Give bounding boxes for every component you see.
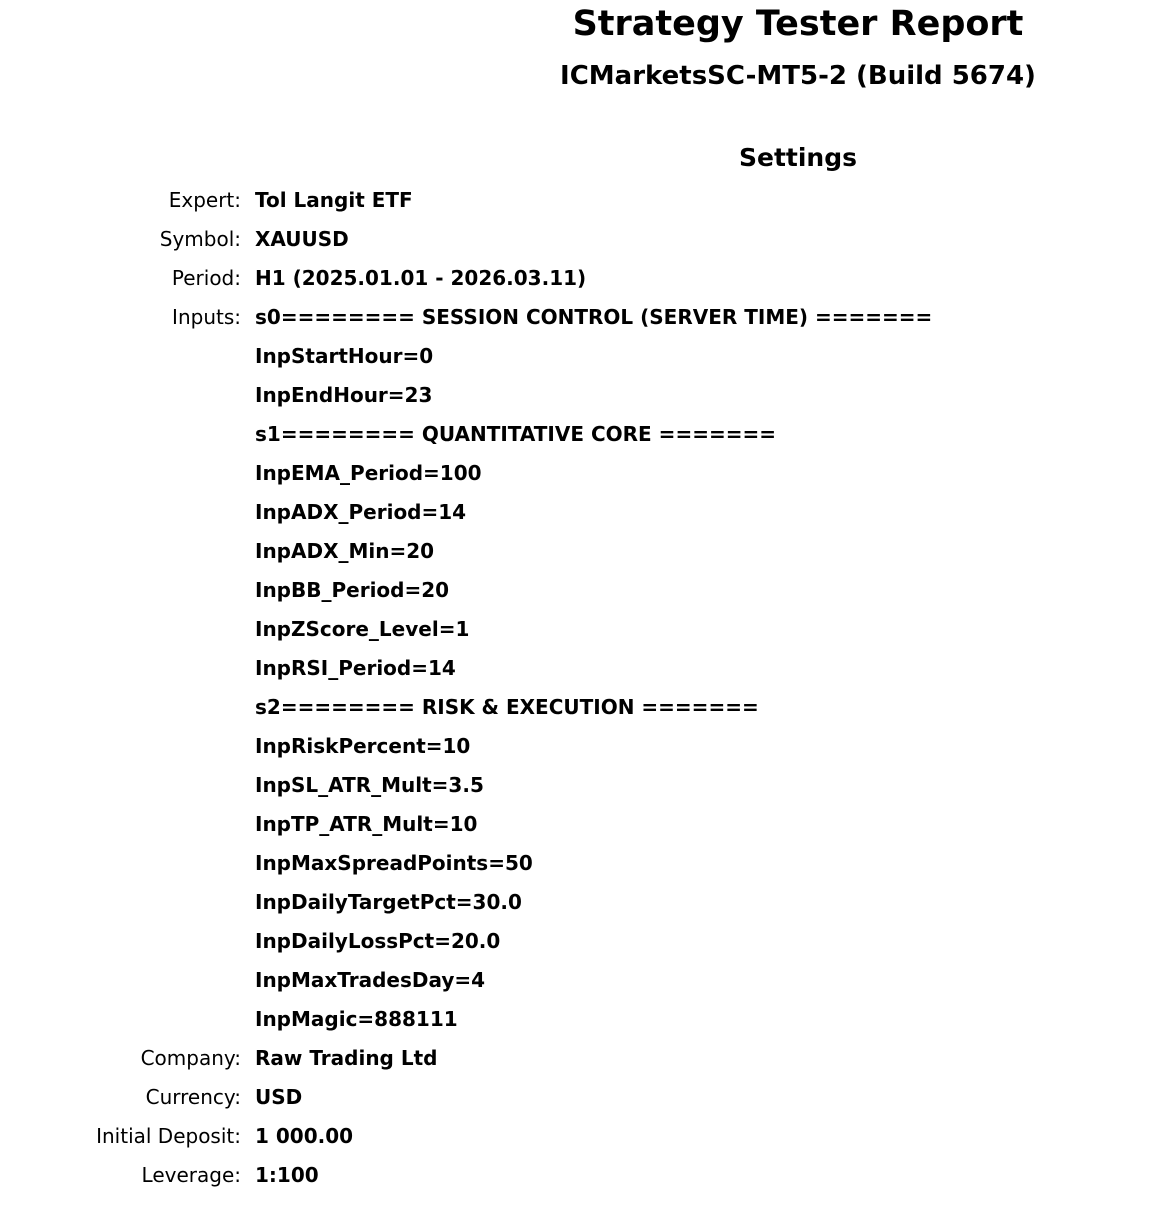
settings-table [0,181,1162,1195]
symbol-value: XAUUSD [255,227,349,251]
input-row [0,610,1162,649]
initial-deposit-label: Initial Deposit: [96,1124,241,1148]
expert-value: Tol Langit ETF [255,188,413,212]
input-value: s1======== QUANTITATIVE CORE ======= [255,422,776,446]
company-label: Company: [140,1046,241,1070]
input-row [0,649,1162,688]
input-row [0,922,1162,961]
input-row [0,337,1162,376]
leverage-value: 1:100 [255,1163,319,1187]
input-row [0,766,1162,805]
input-value: s2======== RISK & EXECUTION ======= [255,695,759,719]
currency-value: USD [255,1085,303,1109]
input-value: InpBB_Period=20 [255,578,450,602]
input-value: InpADX_Min=20 [255,539,435,563]
input-row [0,883,1162,922]
company-value: Raw Trading Ltd [255,1046,438,1070]
server-build: ICMarketsSC-MT5-2 (Build 5674) [560,61,1036,91]
input-row [0,532,1162,571]
setting-row-expert [0,181,1162,220]
input-row [0,415,1162,454]
input-value: s0======== SESSION CONTROL (SERVER TIME) ======= [255,305,933,329]
setting-row-symbol [0,220,1162,259]
input-row [0,727,1162,766]
period-value: H1 (2025.01.01 - 2026.03.11) [255,266,587,290]
currency-label: Currency: [145,1085,241,1109]
leverage-label: Leverage: [141,1163,241,1187]
input-value: InpDailyLossPct=20.0 [255,929,501,953]
report-title: Strategy Tester Report [572,4,1024,44]
initial-deposit-value: 1 000.00 [255,1124,354,1148]
input-value: InpDailyTargetPct=30.0 [255,890,522,914]
setting-row-company [0,1039,1162,1078]
input-value: InpRiskPercent=10 [255,734,471,758]
input-value: InpMagic=888111 [255,1007,458,1031]
input-row [0,961,1162,1000]
setting-row-currency [0,1078,1162,1117]
input-value: InpSL_ATR_Mult=3.5 [255,773,484,797]
input-value: InpADX_Period=14 [255,500,467,524]
input-row [0,688,1162,727]
expert-label: Expert: [168,188,241,212]
input-row [0,1000,1162,1039]
input-value: InpTP_ATR_Mult=10 [255,812,478,836]
input-row [0,376,1162,415]
settings-heading: Settings [738,143,857,172]
input-value: InpEMA_Period=100 [255,461,482,485]
input-row [0,571,1162,610]
setting-row-period [0,259,1162,298]
input-value: InpRSI_Period=14 [255,656,456,680]
setting-row-initial-deposit [0,1117,1162,1156]
input-value: InpEndHour=23 [255,383,433,407]
input-row [0,805,1162,844]
input-row [0,493,1162,532]
period-label: Period: [171,266,241,290]
input-value: InpZScore_Level=1 [255,617,470,641]
input-row [0,454,1162,493]
input-value: InpStartHour=0 [255,344,434,368]
input-value: InpMaxSpreadPoints=50 [255,851,533,875]
input-value: InpMaxTradesDay=4 [255,968,486,992]
symbol-label: Symbol: [159,227,241,251]
setting-row-leverage [0,1156,1162,1195]
input-row [0,844,1162,883]
setting-row-inputs [0,298,1162,337]
inputs-label: Inputs: [172,305,241,329]
